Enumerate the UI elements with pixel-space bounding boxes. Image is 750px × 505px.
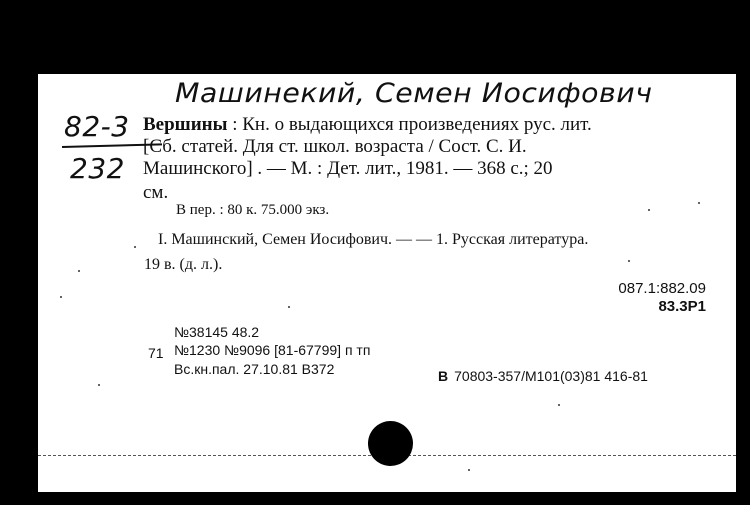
- speck: [134, 246, 136, 248]
- service-prefix: 71: [148, 345, 164, 361]
- speck: [698, 202, 700, 204]
- tracing-line-1: I. Машинский, Семен Иосифович. — — 1. Русская литература.: [158, 231, 589, 248]
- speck: [78, 270, 80, 272]
- service-line-3: Вс.кн.пал. 27.10.81 В372: [174, 361, 335, 377]
- description-line-4: см.: [143, 182, 169, 203]
- title-bold: Вершины: [143, 114, 228, 135]
- handwritten-author-heading: Машинекий, Семен Иосифович: [175, 78, 653, 109]
- publisher-code: 70803-357/М101(03)81 416-81: [454, 368, 648, 384]
- shelfmark-bottom: 232: [70, 152, 125, 185]
- title-rest: : Кн. о выдающихся произведениях рус. лит.: [227, 114, 592, 135]
- classification-code-1: 087.1:882.09: [618, 280, 706, 297]
- catalog-card: [38, 74, 736, 492]
- title-line: [143, 114, 592, 136]
- publisher-number: [438, 368, 648, 384]
- speck: [60, 296, 62, 298]
- shelfmark-top: 82-3: [64, 110, 130, 143]
- speck: [628, 260, 630, 262]
- speck: [468, 469, 470, 471]
- speck: [558, 404, 560, 406]
- tracing-line-2: 19 в. (д. л.).: [144, 256, 223, 273]
- speck: [288, 306, 290, 308]
- speck: [648, 209, 650, 211]
- speck: [98, 384, 100, 386]
- card-punch-hole: [368, 421, 413, 466]
- description-line-2: [Сб. статей. Для ст. школ. возраста / Сост. С. И.: [143, 136, 527, 157]
- service-line-2: №1230 №9096 [81-67799] п тп: [174, 342, 371, 358]
- classification-code-2: 83.3Р1: [658, 298, 706, 315]
- publisher-letter: В: [438, 368, 449, 384]
- service-line-1: №38145 48.2: [174, 324, 260, 340]
- price-line: В пер. : 80 к. 75.000 экз.: [176, 202, 330, 218]
- description-line-3: Машинского] . — М. : Дет. лит., 1981. — 368 с.; 20: [143, 158, 553, 179]
